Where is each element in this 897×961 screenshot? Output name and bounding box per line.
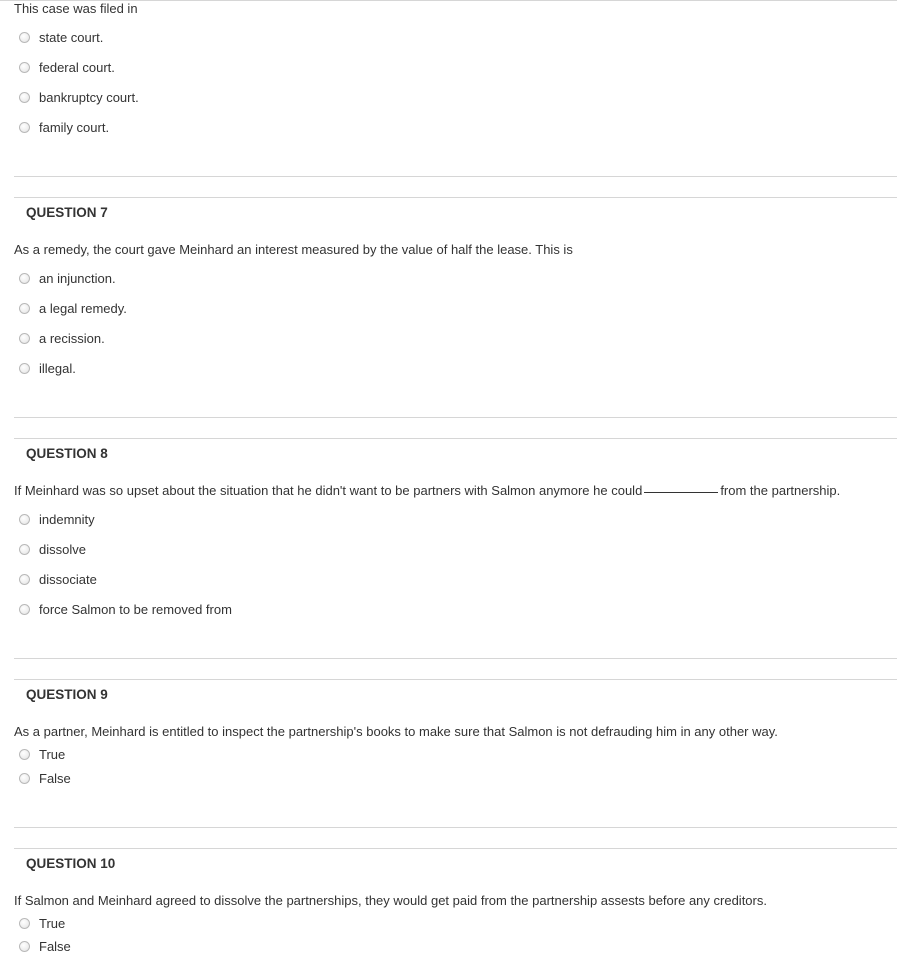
q6-option-4-label[interactable]: family court. bbox=[39, 119, 110, 135]
q6-option-4[interactable] bbox=[19, 118, 109, 136]
q6-option-2[interactable] bbox=[19, 58, 115, 76]
radio-button[interactable] bbox=[19, 303, 30, 314]
q6-option-1[interactable] bbox=[19, 28, 103, 46]
q10-prompt: If Salmon and Meinhard agreed to dissolve the partnerships, they would get paid from the partnership assests before any creditors. bbox=[14, 893, 767, 908]
radio-button[interactable] bbox=[19, 918, 30, 929]
radio-button[interactable] bbox=[19, 604, 30, 615]
fill-in-blank bbox=[644, 492, 718, 493]
section-divider bbox=[14, 176, 897, 177]
q8-option-4[interactable] bbox=[19, 600, 232, 618]
q7-header: QUESTION 7 bbox=[26, 205, 108, 220]
radio-button[interactable] bbox=[19, 749, 30, 760]
q6-option-2-label[interactable]: federal court. bbox=[39, 59, 115, 75]
radio-button[interactable] bbox=[19, 544, 30, 555]
q7-option-3[interactable] bbox=[19, 329, 105, 347]
q8-option-1-label[interactable]: indemnity bbox=[39, 511, 95, 527]
q8-prompt bbox=[14, 483, 840, 498]
radio-button[interactable] bbox=[19, 514, 30, 525]
q9-option-false[interactable] bbox=[19, 769, 71, 787]
q9-prompt: As a partner, Meinhard is entitled to inspect the partnership's books to make sure that Salmon is not defrauding him in any other way. bbox=[14, 724, 778, 739]
radio-button[interactable] bbox=[19, 92, 30, 103]
section-divider bbox=[14, 417, 897, 418]
q8-option-3[interactable] bbox=[19, 570, 97, 588]
q8-option-2-label[interactable]: dissolve bbox=[39, 541, 86, 557]
q7-option-3-label[interactable]: a recission. bbox=[39, 330, 105, 346]
q6-option-1-label[interactable]: state court. bbox=[39, 29, 104, 45]
section-divider bbox=[14, 679, 897, 680]
q7-prompt: As a remedy, the court gave Meinhard an interest measured by the value of half the lease. This is bbox=[14, 242, 573, 257]
q6-option-3[interactable] bbox=[19, 88, 139, 106]
q7-option-4[interactable] bbox=[19, 359, 76, 377]
q6-prompt: This case was filed in bbox=[14, 1, 138, 16]
q8-prompt-before: If Meinhard was so upset about the situation that he didn't want to be partners with Salmon anymore he could bbox=[14, 483, 643, 498]
radio-button[interactable] bbox=[19, 574, 30, 585]
q10-header: QUESTION 10 bbox=[26, 856, 116, 871]
q7-option-4-label[interactable]: illegal. bbox=[39, 360, 76, 376]
q7-option-1-label[interactable]: an injunction. bbox=[39, 270, 116, 286]
q8-option-4-label[interactable]: force Salmon to be removed from bbox=[39, 601, 232, 617]
radio-button[interactable] bbox=[19, 333, 30, 344]
q7-option-1[interactable] bbox=[19, 269, 116, 287]
q9-header: QUESTION 9 bbox=[26, 687, 108, 702]
q9-option-true-label[interactable]: True bbox=[39, 746, 66, 762]
q7-option-2[interactable] bbox=[19, 299, 127, 317]
section-divider bbox=[14, 197, 897, 198]
section-divider bbox=[14, 438, 897, 439]
section-divider bbox=[14, 658, 897, 659]
radio-button[interactable] bbox=[19, 363, 30, 374]
q10-option-false-label[interactable]: False bbox=[39, 938, 71, 954]
q9-option-false-label[interactable]: False bbox=[39, 770, 71, 786]
q9-option-true[interactable] bbox=[19, 745, 65, 763]
radio-button[interactable] bbox=[19, 273, 30, 284]
q8-option-3-label[interactable]: dissociate bbox=[39, 571, 97, 587]
q8-option-2[interactable] bbox=[19, 540, 86, 558]
q6-option-3-label[interactable]: bankruptcy court. bbox=[39, 89, 139, 105]
section-divider bbox=[14, 848, 897, 849]
q10-option-true[interactable] bbox=[19, 914, 65, 932]
q8-prompt-after: from the partnership. bbox=[720, 483, 841, 498]
radio-button[interactable] bbox=[19, 62, 30, 73]
radio-button[interactable] bbox=[19, 773, 30, 784]
q7-option-2-label[interactable]: a legal remedy. bbox=[39, 300, 127, 316]
q8-header: QUESTION 8 bbox=[26, 446, 108, 461]
radio-button[interactable] bbox=[19, 32, 30, 43]
q10-option-false[interactable] bbox=[19, 937, 71, 955]
q8-option-1[interactable] bbox=[19, 510, 95, 528]
q10-option-true-label[interactable]: True bbox=[39, 915, 66, 931]
section-divider bbox=[14, 827, 897, 828]
radio-button[interactable] bbox=[19, 941, 30, 952]
radio-button[interactable] bbox=[19, 122, 30, 133]
